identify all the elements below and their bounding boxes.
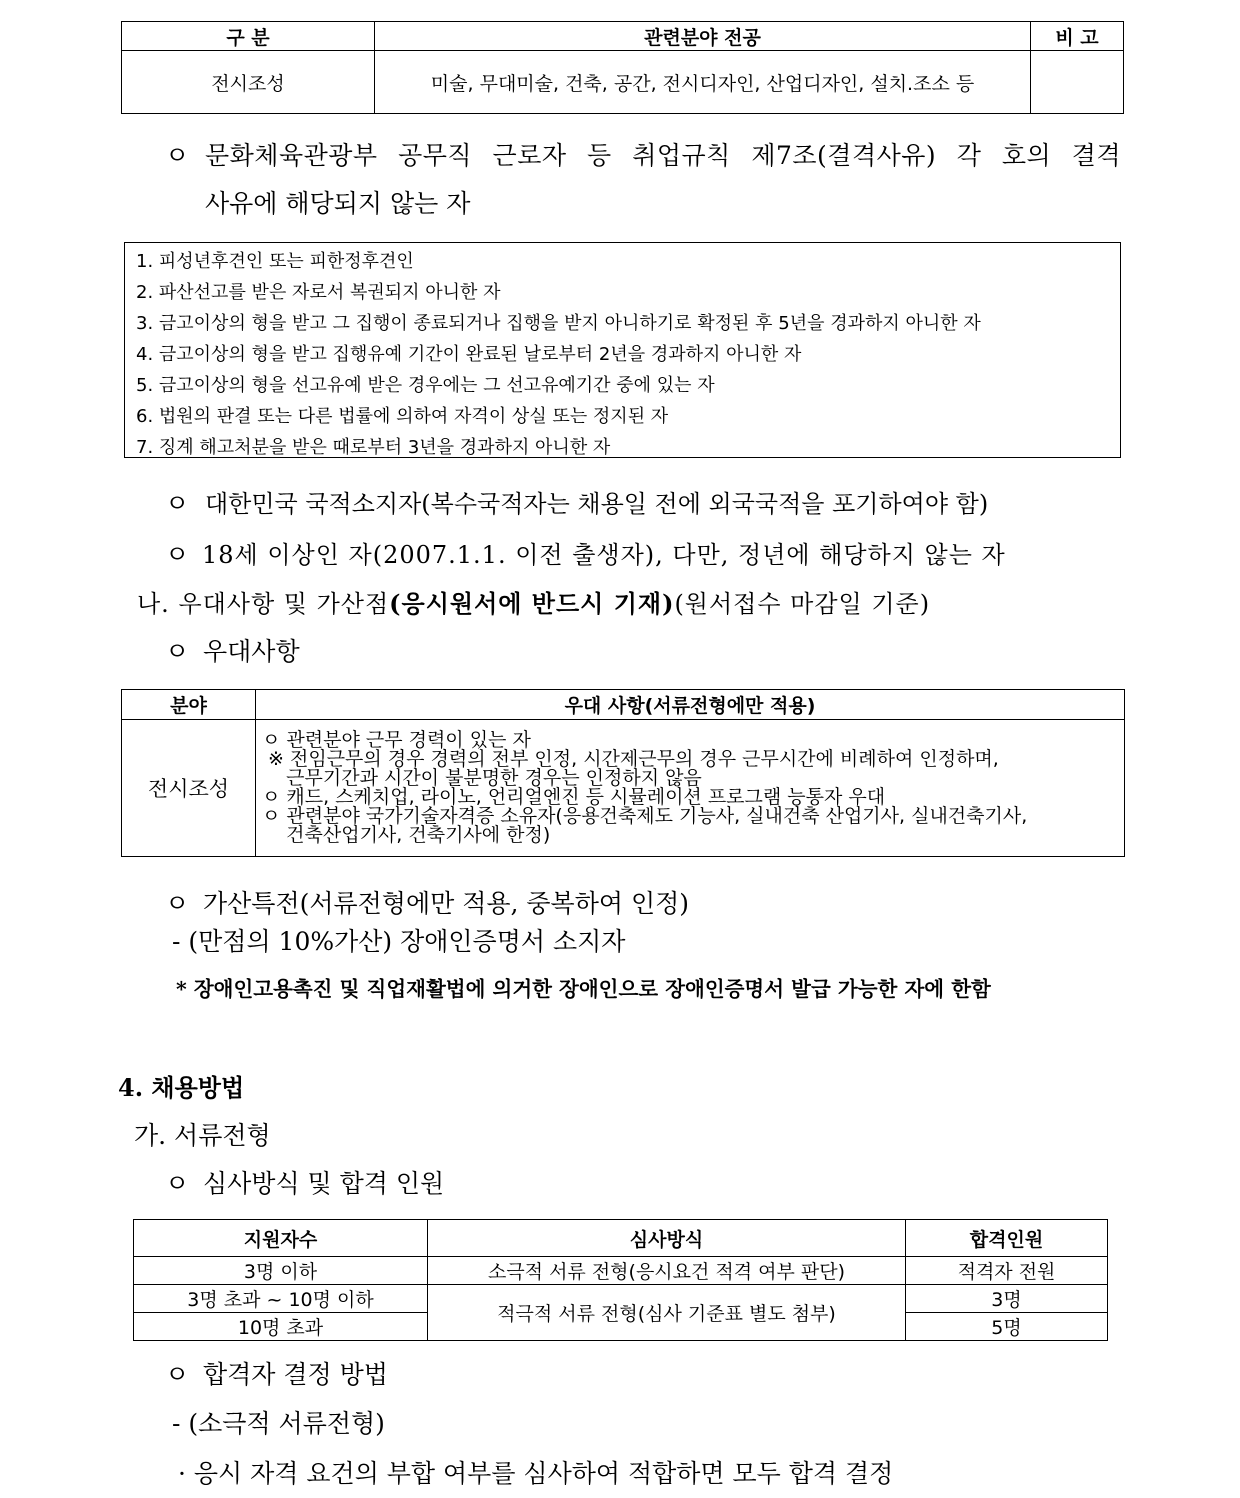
review-header-method: 심사방식 [428, 1220, 906, 1257]
bonus-label: 가산특전(서류전형에만 적용, 중복하여 인정) [203, 889, 689, 918]
field-table [121, 21, 1124, 114]
bullet-marker: ㅇ [165, 637, 190, 666]
field-majors-cell: 미술, 무대미술, 건축, 공간, 전시디자인, 산업디자인, 설치.조소 등 [375, 51, 1031, 114]
bonus-item: - (만점의 10%가산) 장애인증명서 소지자 [172, 927, 626, 956]
disqualify-line-2: 사유에 해당되지 않는 자 [205, 189, 471, 218]
list-item: 6. 법원의 판결 또는 다른 법률에 의하여 자격이 상실 또는 정지된 자 [136, 406, 669, 427]
pref-line: 건축산업기사, 건축기사에 한정) [262, 824, 551, 846]
pref-line: 근무기간과 시간이 불분명한 경우는 인정하지 않음 [262, 767, 702, 789]
bullet-marker: ㅇ [165, 889, 190, 918]
section4-title: 4. 채용방법 [118, 1073, 245, 1102]
header-majors: 관련분야 전공 [375, 22, 1031, 51]
section-na-bold: (응시원서에 반드시 기재) [389, 589, 675, 618]
pref-line: ※ 전임근무의 경우 경력의 전부 인정, 시간제근무의 경우 근무시간에 비례하여 인정하며, [262, 748, 999, 770]
bullet-marker: ㅇ [165, 489, 190, 518]
list-item: 4. 금고이상의 형을 받고 집행유예 기간이 완료된 날로부터 2년을 경과하지 아니한 자 [136, 344, 802, 365]
table-cell: 10명 초과 [134, 1313, 428, 1341]
header-category: 구 분 [122, 22, 375, 51]
preference-table [121, 689, 1125, 857]
review-header-passers: 합격인원 [906, 1220, 1108, 1257]
bullet-marker: ㅇ [165, 1169, 190, 1198]
pref-category-cell: 전시조성 [122, 720, 256, 857]
decision-label: 합격자 결정 방법 [203, 1360, 388, 1389]
section4-sub: 가. 서류전형 [134, 1121, 271, 1150]
field-note-cell [1031, 51, 1124, 114]
pref-detail-cell [256, 720, 1125, 857]
bullet-marker: ㅇ [165, 540, 190, 569]
bullet-marker: ㅇ [165, 1360, 190, 1389]
table-cell: 3명 이하 [134, 1257, 428, 1285]
table-cell: 3명 [906, 1285, 1108, 1313]
review-table [133, 1219, 1108, 1341]
table-cell: 소극적 서류 전형(응시요건 적격 여부 판단) [428, 1257, 906, 1285]
bonus-note: * 장애인고용촉진 및 직업재활법에 의거한 장애인으로 장애인증명서 발급 가능한 자에 한함 [176, 977, 991, 1001]
table-cell: 5명 [906, 1313, 1108, 1341]
list-item: 5. 금고이상의 형을 선고유예 받은 경우에는 그 선고유예기간 중에 있는 자 [136, 375, 715, 396]
pref-header-field: 분야 [122, 690, 256, 720]
table-cell: 적극적 서류 전형(심사 기준표 별도 첨부) [428, 1285, 906, 1341]
pref-line: ㅇ 관련분야 근무 경력이 있는 자 [262, 729, 531, 751]
list-item: 7. 징계 해고처분을 받은 때로부터 3년을 경과하지 아니한 자 [136, 437, 611, 458]
nationality-text: 대한민국 국적소지자(복수국적자는 채용일 전에 외국국적을 포기하여야 함) [205, 490, 989, 518]
review-header-applicants: 지원자수 [134, 1220, 428, 1257]
review-label: 심사방식 및 합격 인원 [203, 1169, 445, 1198]
field-category-cell: 전시조성 [122, 51, 375, 114]
decision-item: - (소극적 서류전형) [172, 1409, 385, 1438]
list-item: 3. 금고이상의 형을 받고 그 집행이 종료되거나 집행을 받지 아니하기로 확정된 후 5년을 경과하지 아니한 자 [136, 313, 981, 334]
pref-header-detail: 우대 사항(서류전형에만 적용) [256, 690, 1125, 720]
disqualify-line-1: 문화체육관광부 공무직 근로자 등 취업규칙 제7조(결격사유) 각 호의 결격 [205, 141, 1121, 170]
section-na-prefix: 나. 우대사항 및 가산점 [137, 590, 390, 618]
pref-line: ㅇ 캐드, 스케치업, 라이노, 언리얼엔진 등 시뮬레이션 프로그램 능통자 우대 [262, 786, 886, 808]
table-cell: 적격자 전원 [906, 1257, 1108, 1285]
decision-detail: · 응시 자격 요건의 부합 여부를 심사하여 적합하면 모두 합격 결정 [178, 1459, 894, 1488]
age-text: 18세 이상인 자(2007.1.1. 이전 출생자), 다만, 정년에 해당하지 않는 자 [202, 541, 1006, 569]
bullet-marker: ㅇ [165, 141, 190, 170]
header-note: 비 고 [1031, 22, 1124, 51]
pref-line: ㅇ 관련분야 국가기술자격증 소유자(응용건축제도 기능사, 실내건축 산업기사, 실내건축기사, [262, 805, 1028, 827]
table-cell: 3명 초과 ~ 10명 이하 [134, 1285, 428, 1313]
section-na-heading [137, 584, 930, 619]
disqualify-list-box [124, 242, 1121, 458]
list-item: 2. 파산선고를 받은 자로서 복권되지 아니한 자 [136, 282, 501, 303]
list-item: 1. 피성년후견인 또는 피한정후견인 [136, 251, 414, 272]
preference-label: 우대사항 [203, 637, 300, 666]
section-na-suffix: (원서접수 마감일 기준) [674, 590, 931, 618]
